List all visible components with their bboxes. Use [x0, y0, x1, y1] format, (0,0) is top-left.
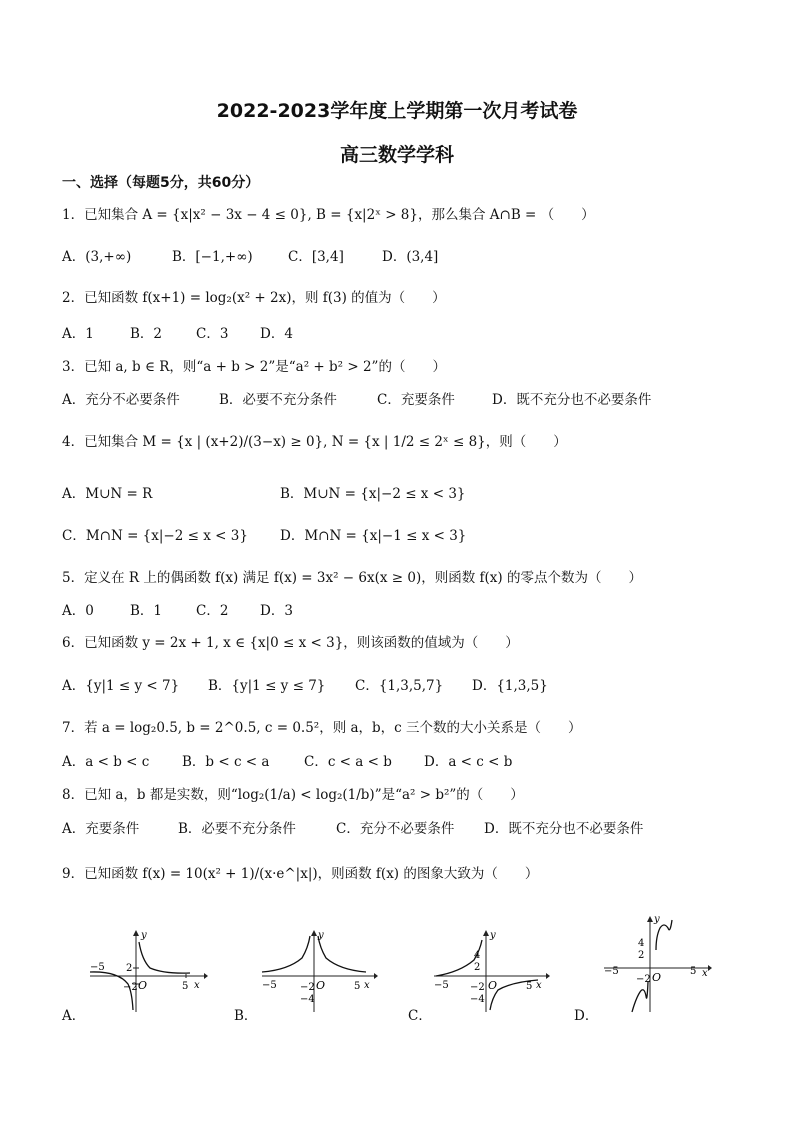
q2-option-a: A．1: [62, 326, 94, 342]
svg-text:−5: −5: [604, 966, 619, 977]
q9-graph-c: [430, 928, 554, 1014]
q8-option-b: B．必要不充分条件: [178, 821, 296, 837]
tick-5: 5: [182, 981, 189, 992]
svg-text:5: 5: [526, 981, 533, 992]
question-5-stem: 5．定义在 R 上的偶函数 f(x) 满足 f(x) = 3x² − 6x(x ≥ 0)，则函数 f(x) 的零点个数为（ ）: [62, 570, 642, 586]
q6-option-a: A．{y|1 ≤ y < 7}: [62, 678, 180, 694]
q1-option-a: A．(3,+∞): [62, 249, 132, 265]
question-6-stem: 6．已知函数 y = 2x + 1, x ∈ {x|0 ≤ x < 3}，则该函数的值域为（ ）: [62, 635, 519, 651]
curve-right: [318, 936, 366, 972]
curve-left: [632, 982, 648, 1012]
svg-text:x: x: [536, 980, 542, 991]
exam-subtitle: 高三数学学科: [339, 144, 454, 166]
question-7-stem: 7．若 a = log₂0.5, b = 2^0.5, c = 0.5²，则 a，b，c 三个数的大小关系是（ ）: [62, 720, 582, 736]
curve-right: [139, 942, 190, 973]
q5-option-c: C．2: [196, 603, 229, 619]
q1-option-b: B．[−1,+∞): [172, 249, 253, 265]
origin-label: O: [138, 979, 148, 992]
svg-text:O: O: [652, 971, 662, 984]
question-9-stem: 9．已知函数 f(x) = 10(x² + 1)/(x·e^|x|)，则函数 f(x) 的图象大致为（ ）: [62, 866, 539, 882]
q8-option-c: C．充分不必要条件: [336, 821, 455, 837]
svg-text:y: y: [318, 930, 324, 941]
question-2-stem: 2．已知函数 f(x+1) = log₂(x² + 2x)，则 f(3) 的值为（ ）: [62, 290, 446, 306]
svg-text:−2: −2: [300, 982, 315, 993]
q9-option-b: B．: [234, 1008, 258, 1024]
q5-option-b: B．1: [130, 603, 163, 619]
svg-text:5: 5: [354, 981, 361, 992]
curve-left: [262, 936, 310, 972]
q7-option-c: C．c < a < b: [304, 754, 392, 770]
q5-option-d: D．3: [260, 603, 293, 619]
exam-title: 2022-2023学年度上学期第一次月考试卷: [216, 100, 578, 122]
y-axis-arrow: [133, 930, 139, 936]
q8-option-d: D．既不充分也不必要条件: [484, 821, 644, 837]
q4-option-d: D．M∩N = {x|−1 ≤ x < 3}: [280, 528, 467, 544]
svg-text:y: y: [490, 930, 496, 941]
q9-graph-b: [258, 928, 382, 1014]
question-8-stem: 8．已知 a，b 都是实数，则“log₂(1/a) < log₂(1/b)”是“a² > b²”的（ ）: [62, 787, 524, 803]
q9-option-d: D．: [574, 1008, 599, 1024]
q8-option-a: A．充要条件: [62, 821, 140, 837]
svg-text:2: 2: [474, 962, 481, 973]
x-label: x: [194, 980, 200, 991]
q3-option-a: A．充分不必要条件: [62, 392, 180, 408]
q7-option-a: A．a < b < c: [62, 754, 150, 770]
svg-text:O: O: [316, 979, 326, 992]
svg-text:y: y: [654, 914, 660, 925]
svg-text:5: 5: [690, 966, 697, 977]
svg-text:−2: −2: [636, 974, 651, 985]
svg-text:−5: −5: [262, 980, 277, 991]
q2-option-d: D．4: [260, 326, 293, 342]
q5-option-a: A．0: [62, 603, 94, 619]
q9-option-c: C．: [408, 1008, 432, 1024]
q7-option-d: D．a < c < b: [424, 754, 513, 770]
svg-text:−4: −4: [300, 994, 315, 1005]
q4-option-b: B．M∪N = {x|−2 ≤ x < 3}: [280, 486, 466, 502]
tick-m2: −2: [123, 982, 138, 993]
q7-option-b: B．b < c < a: [182, 754, 270, 770]
q4-option-a: A．M∪N = R: [62, 486, 153, 502]
svg-text:O: O: [488, 979, 498, 992]
q9-graph-d: [600, 912, 716, 1016]
q9-option-a: A．: [62, 1008, 86, 1024]
question-4-stem: 4．已知集合 M = {x | (x+2)/(3−x) ≥ 0}, N = {x | 1/2 ≤ 2ˣ ≤ 8}，则（ ）: [62, 434, 567, 450]
q4-option-c: C．M∩N = {x|−2 ≤ x < 3}: [62, 528, 248, 544]
q2-option-c: C．3: [196, 326, 229, 342]
svg-text:4: 4: [474, 950, 481, 961]
q3-option-c: C．充要条件: [377, 392, 455, 408]
svg-text:4: 4: [638, 938, 645, 949]
q6-option-d: D．{1,3,5}: [472, 678, 548, 694]
q6-option-c: C．{1,3,5,7}: [355, 678, 444, 694]
svg-text:−2: −2: [470, 982, 485, 993]
q3-option-b: B．必要不充分条件: [219, 392, 337, 408]
x-axis-arrow: [204, 973, 208, 979]
svg-text:2: 2: [638, 950, 645, 961]
section-heading: 一、选择（每题5分，共60分）: [62, 175, 260, 191]
svg-text:−4: −4: [470, 994, 485, 1005]
svg-text:x: x: [702, 968, 708, 979]
svg-text:−5: −5: [434, 980, 449, 991]
y-label: y: [141, 930, 147, 941]
q6-option-b: B．{y|1 ≤ y ≤ 7}: [208, 678, 326, 694]
q1-option-c: C．[3,4]: [288, 249, 344, 265]
q3-option-d: D．既不充分也不必要条件: [492, 392, 652, 408]
q2-option-b: B．2: [130, 326, 163, 342]
tick-2: 2: [126, 963, 133, 974]
q9-graph-a: [86, 928, 210, 1014]
tick-neg5: −5: [90, 962, 105, 973]
question-3-stem: 3．已知 a, b ∈ R，则“a + b > 2”是“a² + b² > 2”的（ ）: [62, 359, 446, 375]
q1-option-d: D．(3,4]: [382, 249, 439, 265]
question-1-stem: 1．已知集合 A = {x|x² − 3x − 4 ≤ 0}, B = {x|2ˣ > 8}，那么集合 A∩B = （ ）: [62, 207, 595, 223]
svg-text:x: x: [364, 980, 370, 991]
